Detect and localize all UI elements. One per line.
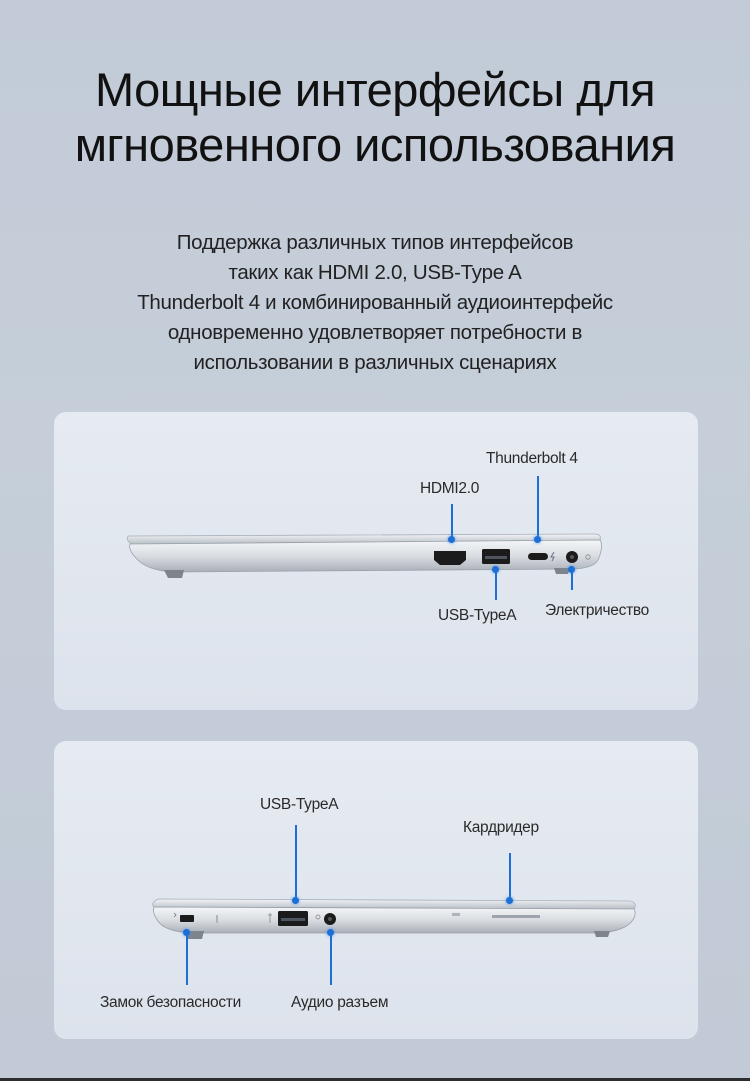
subtitle-line-3: Thunderbolt 4 и комбинированный аудиоинтерфейс	[137, 291, 613, 314]
page-subtitle	[0, 228, 750, 378]
subtitle-line-5: использовании в различных сценариях	[193, 351, 557, 374]
hdmi-port	[434, 551, 466, 565]
thunderbolt-dot	[534, 536, 541, 543]
subtitle-line-1: Поддержка различных типов интерфейсов	[176, 231, 574, 254]
cardreader-label: Кардридер	[463, 819, 539, 836]
left-side-ports-panel	[54, 741, 698, 1039]
laptop-right-side-illustration	[54, 412, 698, 710]
usb-left-dot	[292, 897, 299, 904]
lock-leader	[186, 933, 188, 985]
subtitle-line-2: таких как HDMI 2.0, USB-Type A	[228, 261, 522, 284]
cardreader-leader	[509, 853, 511, 901]
usb-left-label: USB-TypeA	[260, 796, 339, 813]
hdmi-label: HDMI2.0	[420, 480, 480, 497]
page-title	[0, 62, 750, 172]
audio-label: Аудио разъем	[291, 994, 389, 1011]
hdmi-dot	[448, 536, 455, 543]
audio-leader	[330, 933, 332, 985]
subtitle-line-4: одновременно удовлетворяет потребности в	[167, 321, 583, 344]
title-line-1: Мощные интерфейсы для	[94, 63, 656, 116]
thunderbolt-label: Thunderbolt 4	[486, 450, 578, 467]
thunderbolt-leader	[537, 476, 539, 538]
usb-leader	[495, 570, 497, 600]
power-label: Электричество	[545, 602, 649, 619]
thunderbolt-port	[528, 553, 548, 560]
usb-left-leader	[295, 825, 297, 899]
security-lock-slot	[180, 915, 194, 922]
hdmi-leader	[451, 504, 453, 538]
lock-label: Замок безопасности	[100, 994, 241, 1011]
right-side-ports-panel	[54, 412, 698, 710]
title-line-2: мгновенного использования	[74, 118, 676, 171]
cardreader-dot	[506, 897, 513, 904]
power-leader	[571, 570, 573, 590]
card-reader-slot	[492, 915, 540, 918]
usb-label: USB-TypeA	[438, 607, 517, 624]
